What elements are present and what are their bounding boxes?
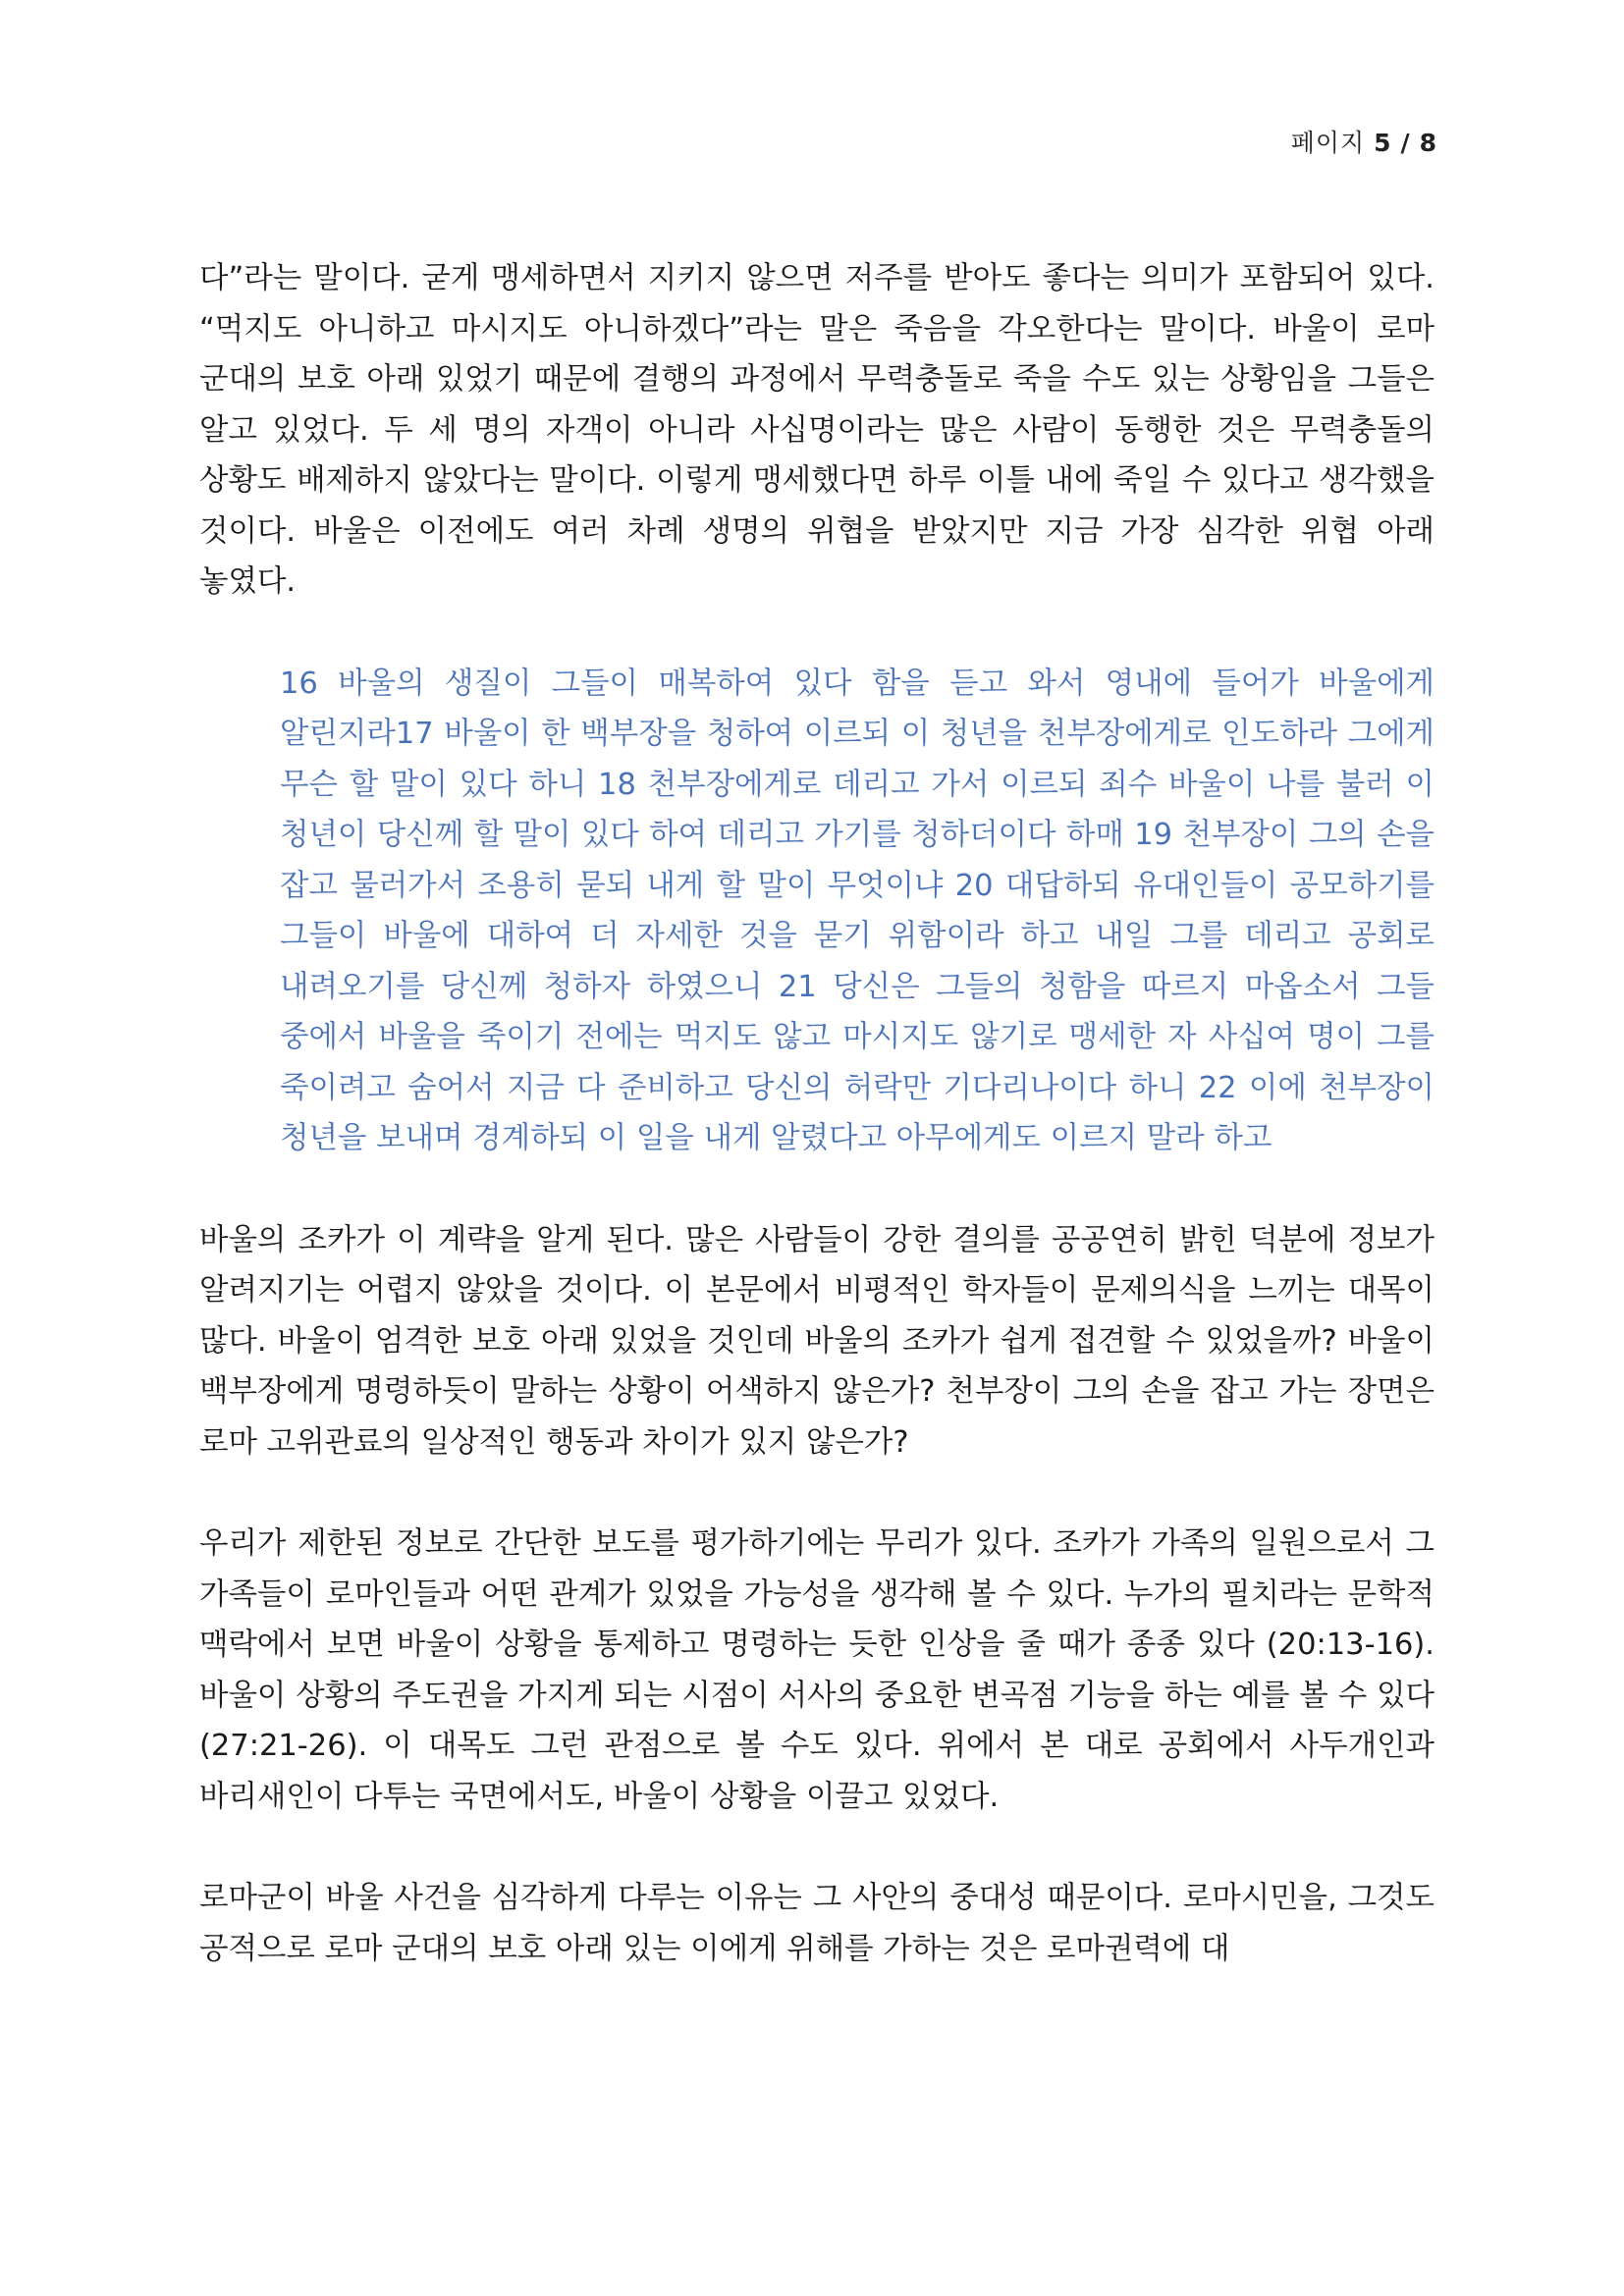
paragraph-nephew-plot: 바울의 조카가 이 계략을 알게 된다. 많은 사람들이 강한 결의를 공공연히 밝힌 덕분에 정보가 알려지기는 어렵지 않았을 것이다. 이 본문에서 비평적인 학자들이 문제의식을 느끼는 대목이 많다. 바울이 엄격한 보호 아래 있었을 것인데 바울의 조카가 쉽게 접견할 수 있었을까? 바울이 백부장에게 명령하듯이 말하는 상황이 어색하지 않은가? 천부장이 그의 손을 잡고 가는 장면은 로마 고위관료의 일상적인 행동과 차이가 있지 않은가? xyxy=(199,1222,1435,1460)
page-label: 페이지 xyxy=(1290,129,1366,157)
document-body xyxy=(199,253,1435,2025)
total-pages-number: 8 xyxy=(1419,129,1437,157)
page-separator: / xyxy=(1400,129,1411,157)
paragraph-limited-information: 우리가 제한된 정보로 간단한 보도를 평가하기에는 무리가 있다. 조카가 가족의 일원으로서 그 가족들이 로마인들과 어떤 관계가 있었을 가능성을 생각해 볼 수 있다. 누가의 필치라는 문학적 맥락에서 보면 바울이 상황을 통제하고 명령하는 듯한 인상을 줄 때가 종종 있다 (20:13-16). 바울이 상황의 주도권을 가지게 되는 시점이 서사의 중요한 변곡점 기능을 하는 예를 볼 수 있다 (27:21-26). 이 대목도 그런 관점으로 볼 수도 있다. 위에서 본 대로 공회에서 사두개인과 바리새인이 다투는 국면에서도, 바울이 상황을 이끌고 있었다. xyxy=(199,1526,1435,1814)
paragraph-oath-context: 다”라는 말이다. 굳게 맹세하면서 지키지 않으면 저주를 받아도 좋다는 의미가 포함되어 있다. “먹지도 아니하고 마시지도 아니하겠다”라는 말은 죽음을 각오한다는 말이다. 바울이 로마 군대의 보호 아래 있었기 때문에 결행의 과정에서 무력충돌로 죽을 수도 있는 상황임을 그들은 알고 있었다. 두 세 명의 자객이 아니라 사십명이라는 많은 사람이 동행한 것은 무력충돌의 상황도 배제하지 않았다는 말이다. 이렇게 맹세했다면 하루 이틀 내에 죽일 수 있다고 생각했을 것이다. 바울은 이전에도 여러 차례 생명의 위협을 받았지만 지금 가장 심각한 위협 아래 놓였다. xyxy=(199,261,1435,599)
page-number-header xyxy=(1291,124,1437,159)
paragraph-roman-army: 로마군이 바울 사건을 심각하게 다루는 이유는 그 사안의 중대성 때문이다. 로마시민을, 그것도 공적으로 로마 군대의 보호 아래 있는 이에게 위해를 가하는 것은 로마권력에 대 xyxy=(199,1881,1435,1966)
current-page-number: 5 xyxy=(1374,129,1392,157)
scripture-quote: 16 바울의 생질이 그들이 매복하여 있다 함을 듣고 와서 영내에 들어가 바울에게 알린지라17 바울이 한 백부장을 청하여 이르되 이 청년을 천부장에게로 인도하라 그에게 무슨 할 말이 있다 하니 18 천부장에게로 데리고 가서 이르되 죄수 바울이 나를 불러 이 청년이 당신께 할 말이 있다 하여 데리고 가기를 청하더이다 하매 19 천부장이 그의 손을 잡고 물러가서 조용히 묻되 내게 할 말이 무엇이냐 20 대답하되 유대인들이 공모하기를 그들이 바울에 대하여 더 자세한 것을 묻기 위함이라 하고 내일 그를 데리고 공회로 내려오기를 당신께 청하자 하였으니 21 당신은 그들의 청함을 따르지 마옵소서 그들 중에서 바울을 죽이기 전에는 먹지도 않고 마시지도 않기로 맹세한 자 사십여 명이 그를 죽이려고 숨어서 지금 다 준비하고 당신의 허락만 기다리나이다 하니 22 이에 천부장이 청년을 보내며 경계하되 이 일을 내게 알렸다고 아무에게도 이르지 말라 하고 xyxy=(280,666,1435,1155)
